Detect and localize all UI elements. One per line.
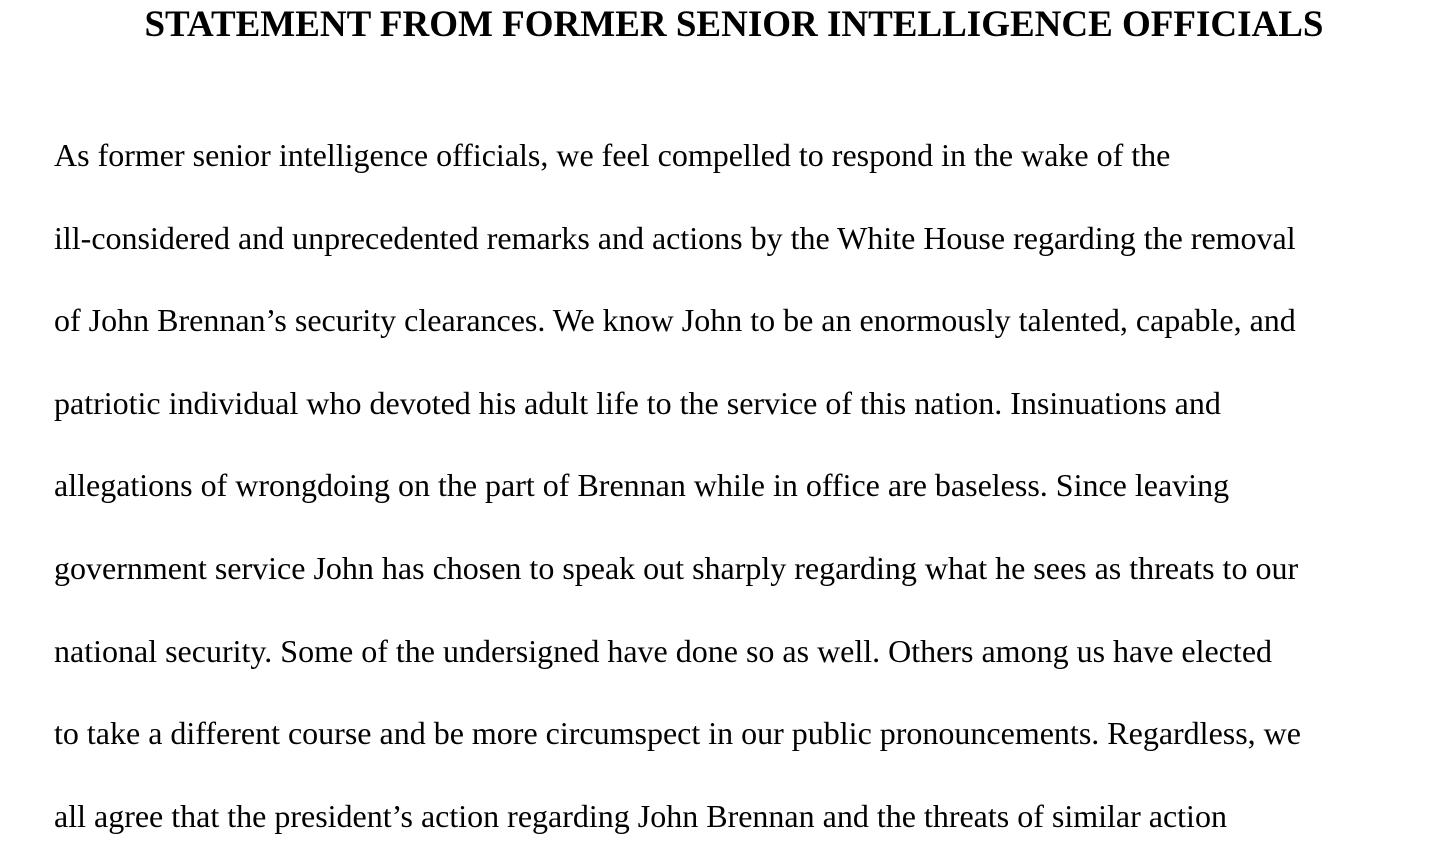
paragraph-line: patriotic individual who devoted his adult life to the service of this nation. Insinuations and: [54, 384, 1221, 421]
paragraph-line: ill-considered and unprecedented remarks and actions by the White House regarding the removal: [54, 219, 1296, 256]
paragraph-line: of John Brennan’s security clearances. We know John to be an enormously talented, capable, and: [54, 302, 1296, 339]
paragraph-line: government service John has chosen to speak out sharply regarding what he sees as threats to our: [54, 549, 1299, 586]
paragraph-line: national security. Some of the undersigned have done so as well. Others among us have elected: [54, 632, 1273, 669]
paragraph-line: all agree that the president’s action regarding John Brennan and the threats of similar action: [54, 797, 1227, 834]
paragraph-line: allegations of wrongdoing on the part of Brennan while in office are baseless. Since leaving: [54, 467, 1230, 504]
paragraph-line: to take a different course and be more circumspect in our public pronouncements. Regardless, we: [54, 715, 1301, 752]
document-title: STATEMENT FROM FORMER SENIOR INTELLIGENCE OFFICIALS: [144, 4, 1324, 45]
paragraph-line: As former senior intelligence officials, we feel compelled to respond in the wake of the: [54, 137, 1171, 173]
statement-paragraph: [54, 114, 1434, 857]
